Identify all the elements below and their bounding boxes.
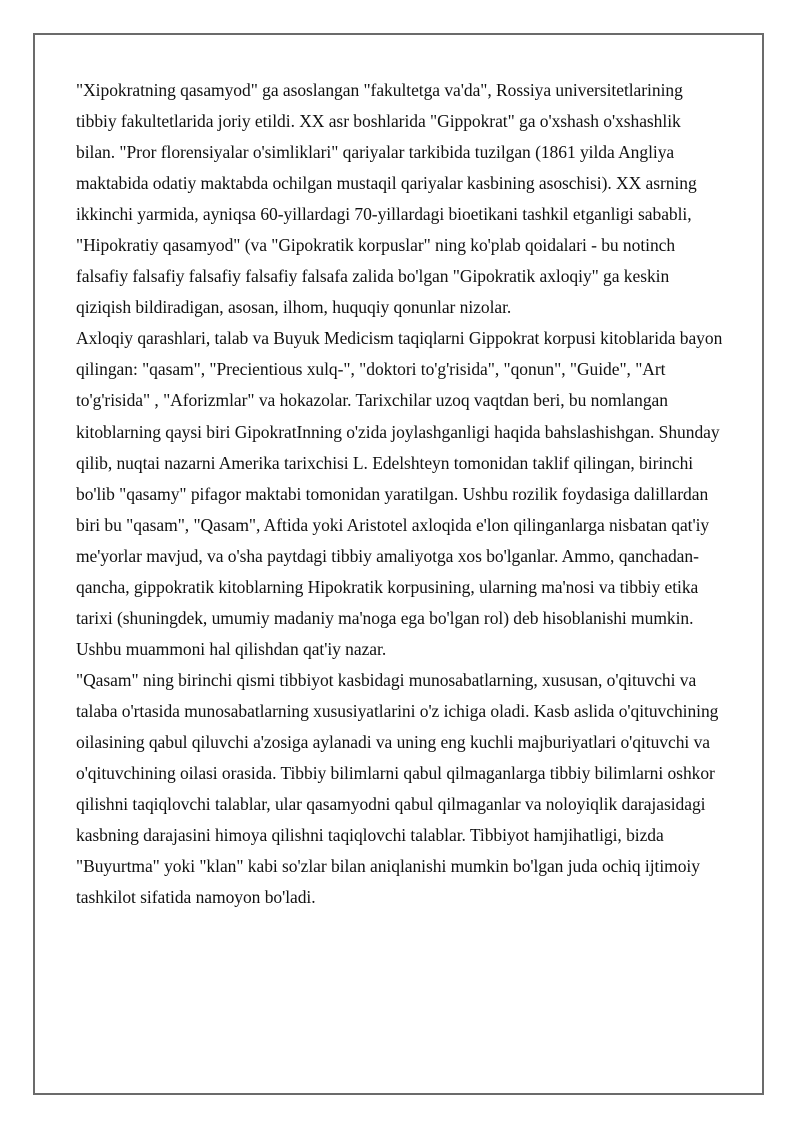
paragraph-1: "Xipokratning qasamyod" ga asoslangan "fakultetga va'da", Rossiya universitetlarining tibbiy fakultetlarida joriy etildi. XX asr boshlarida "Gippokrat" ga o'xshash o'xshashlik bilan. "Pror florensiyalar o'simliklari" qariyalar tarkibida tuzilgan (1861 yilda Angliya maktabida odatiy maktabda ochilgan mustaqil qariyalar kasbining asoschisi). XX asrning ikkinchi yarmida, ayniqsa 60-yillardagi 70-yillardagi bioetikani tashkil etganligi sababli, "Hipokratiy qasamyod" (va "Gipokratik korpuslar" ning ko'plab qoidalari - bu notinch falsafiy falsafiy falsafiy falsafiy falsafa zalida bo'lgan "Gipokratik axloqiy" ga keskin qiziqish bildiradigan, asosan, ilhom, huquqiy qonunlar nizolar. (76, 80, 697, 318)
document-body (76, 75, 724, 913)
paragraph-3: "Qasam" ning birinchi qismi tibbiyot kasbidagi munosabatlarning, xususan, o'qituvchi va talaba o'rtasida munosabatlarning xususiyatlarini o'z ichiga oladi. Kasb aslida o'qituvchining oilasining qabul qiluvchi a'zosiga aylanadi va uning eng kuchli majburiyatlari o'qituvchi va o'qituvchining oilasi orasida. Tibbiy bilimlarni qabul qilmaganlarga tibbiy bilimlarni oshkor qilishni taqiqlovchi talablar, ular qasamyodni qabul qilmaganlar va noloyiqlik darajasidagi kasbning darajasini himoya qilishni taqiqlovchi talablar. Tibbiyot hamjihatligi, bizda "Buyurtma" yoki "klan" kabi so'zlar bilan aniqlanishi mumkin bo'lgan juda ochiq ijtimoiy tashkilot sifatida namoyon bo'ladi. (76, 669, 719, 908)
paragraph-2: Axloqiy qarashlari, talab va Buyuk Medicism taqiqlarni Gippokrat korpusi kitoblarida bayon qilingan: "qasam", "Precientious xulq-", "doktori to'g'risida", "qonun", "Guide", "Art to'g'risida" , "Aforizmlar" va hokazolar. Tarixchilar uzoq vaqtdan beri, bu nomlangan kitoblarning qaysi biri GipokratInning o'zida joylashganligi haqida bahslashishgan. Shunday qilib, nuqtai nazarni Amerika tarixchisi L. Edelshteyn tomonidan taklif qilingan, birinchi bo'lib "qasamy" pifagor maktabi tomonidan yaratilgan. Ushbu rozilik foydasiga dalillardan biri bu "qasam", "Qasam", Aftida yoki Aristotel axloqida e'lon qilinganlarga nisbatan qat'iy me'yorlar mavjud, va o'sha paytdagi tibbiy amaliyotga xos bo'lganlar. Ammo, qanchadan-qancha, gippokratik kitoblarning Hipokratik korpusining, ularning ma'nosi va tibbiy etika tarixi (shuningdek, umumiy madaniy ma'noga ega bo'lgan rol) deb hisoblanishi mumkin. Ushbu muammoni hal qilishdan qat'iy nazar. (76, 328, 723, 659)
